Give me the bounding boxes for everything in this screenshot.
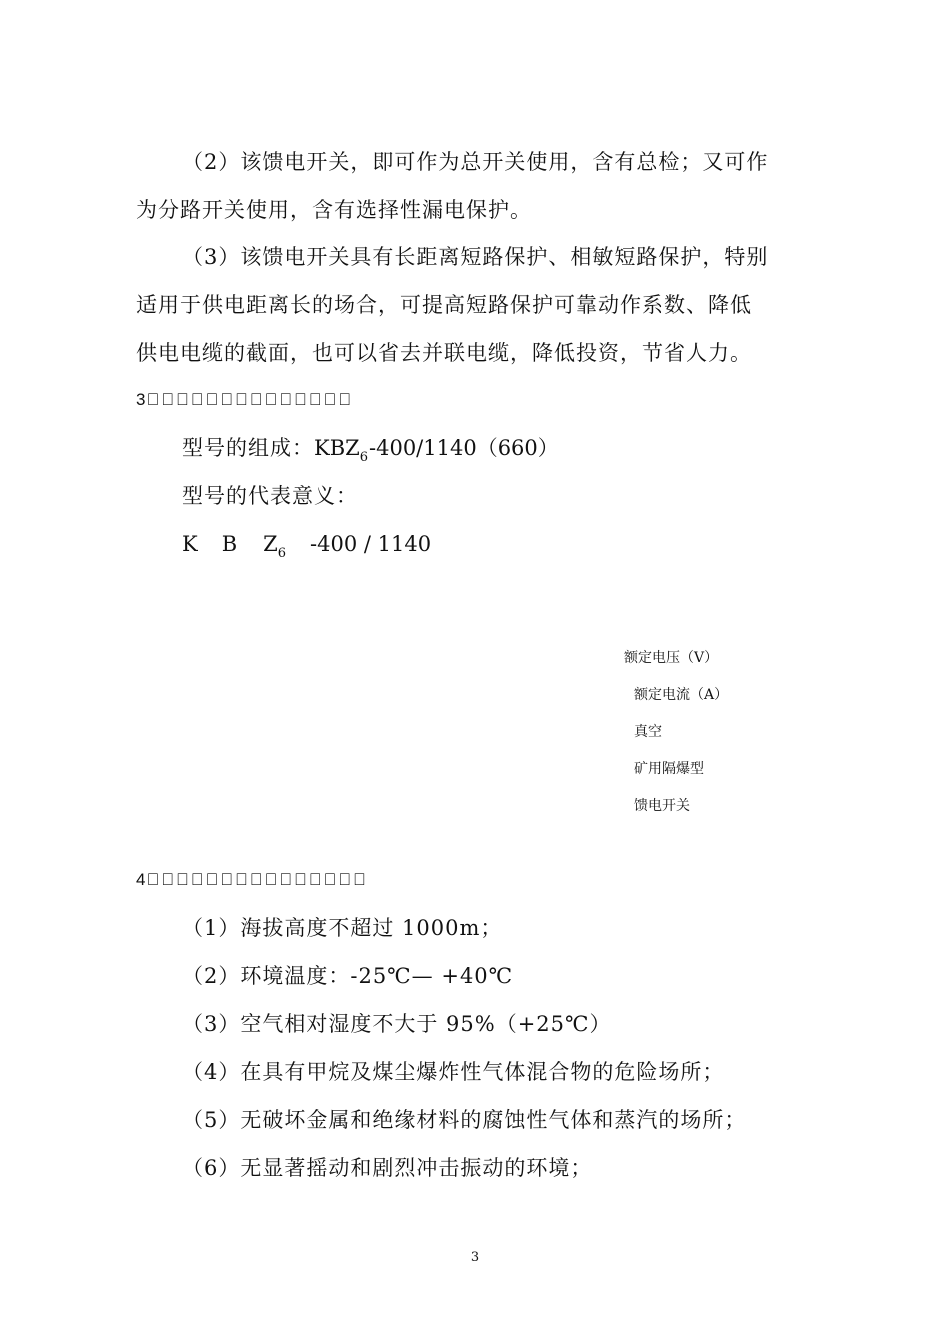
legend-feeder-switch: 馈电开关 (634, 798, 690, 814)
model-main: KBZ (314, 436, 360, 460)
section-3-heading-glyphs:                (146, 390, 353, 409)
condition-item-3: （3）空气相对湿度不大于 95%（+25℃） (182, 1012, 612, 1036)
model-breakdown (182, 530, 432, 561)
paragraph-2-line-2: 为分路开关使用，含有选择性漏电保护。 (136, 198, 532, 222)
condition-item-2: （2）环境温度：-25℃— +40℃ (182, 964, 514, 988)
condition-item-4: （4）在具有甲烷及煤尘爆炸性气体混合物的危险场所； (182, 1060, 725, 1084)
breakdown-rating: -400 / 1140 (310, 532, 432, 556)
paragraph-3-line-1: （3）该馈电开关具有长距离短路保护、相敏短路保护，特别 (182, 245, 769, 269)
paragraph-3-line-2: 适用于供电距离长的场合，可提高短路保护可靠动作系数、降低 (136, 293, 752, 317)
model-subscript: 6 (359, 450, 369, 465)
breakdown-z-subscript: 6 (277, 546, 287, 561)
model-composition (182, 434, 559, 465)
section-4-heading (136, 866, 368, 894)
section-4-number: 4 (136, 870, 147, 889)
model-meaning-label: 型号的代表意义： (182, 484, 358, 508)
model-rest: -400/1140（660） (369, 436, 559, 460)
paragraph-2-line-1: （2）该馈电开关，即可作为总开关使用，含有总检；又可作 (182, 150, 769, 174)
breakdown-z: Z (263, 532, 278, 556)
legend-rated-voltage: 额定电压（V） (624, 650, 719, 666)
condition-item-1: （1）海拔高度不超过 1000m； (182, 916, 503, 940)
section-4-heading-glyphs:                 (146, 870, 368, 889)
breakdown-k: K (182, 532, 198, 556)
paragraph-3-line-3: 供电电缆的截面，也可以省去并联电缆，降低投资，节省人力。 (136, 341, 752, 365)
condition-item-6: （6）无显著摇动和剧烈冲击振动的环境； (182, 1156, 593, 1180)
breakdown-b: B (221, 532, 238, 556)
section-3-number: 3 (136, 390, 147, 409)
condition-item-5: （5）无破坏金属和绝缘材料的腐蚀性气体和蒸汽的场所； (182, 1108, 747, 1132)
legend-rated-current: 额定电流（A） (634, 687, 729, 703)
model-label: 型号的组成： (182, 436, 314, 460)
section-3-heading (136, 386, 353, 414)
page-number: 3 (470, 1250, 480, 1265)
legend-vacuum: 真空 (634, 724, 662, 740)
legend-mine-flameproof: 矿用隔爆型 (634, 761, 704, 777)
